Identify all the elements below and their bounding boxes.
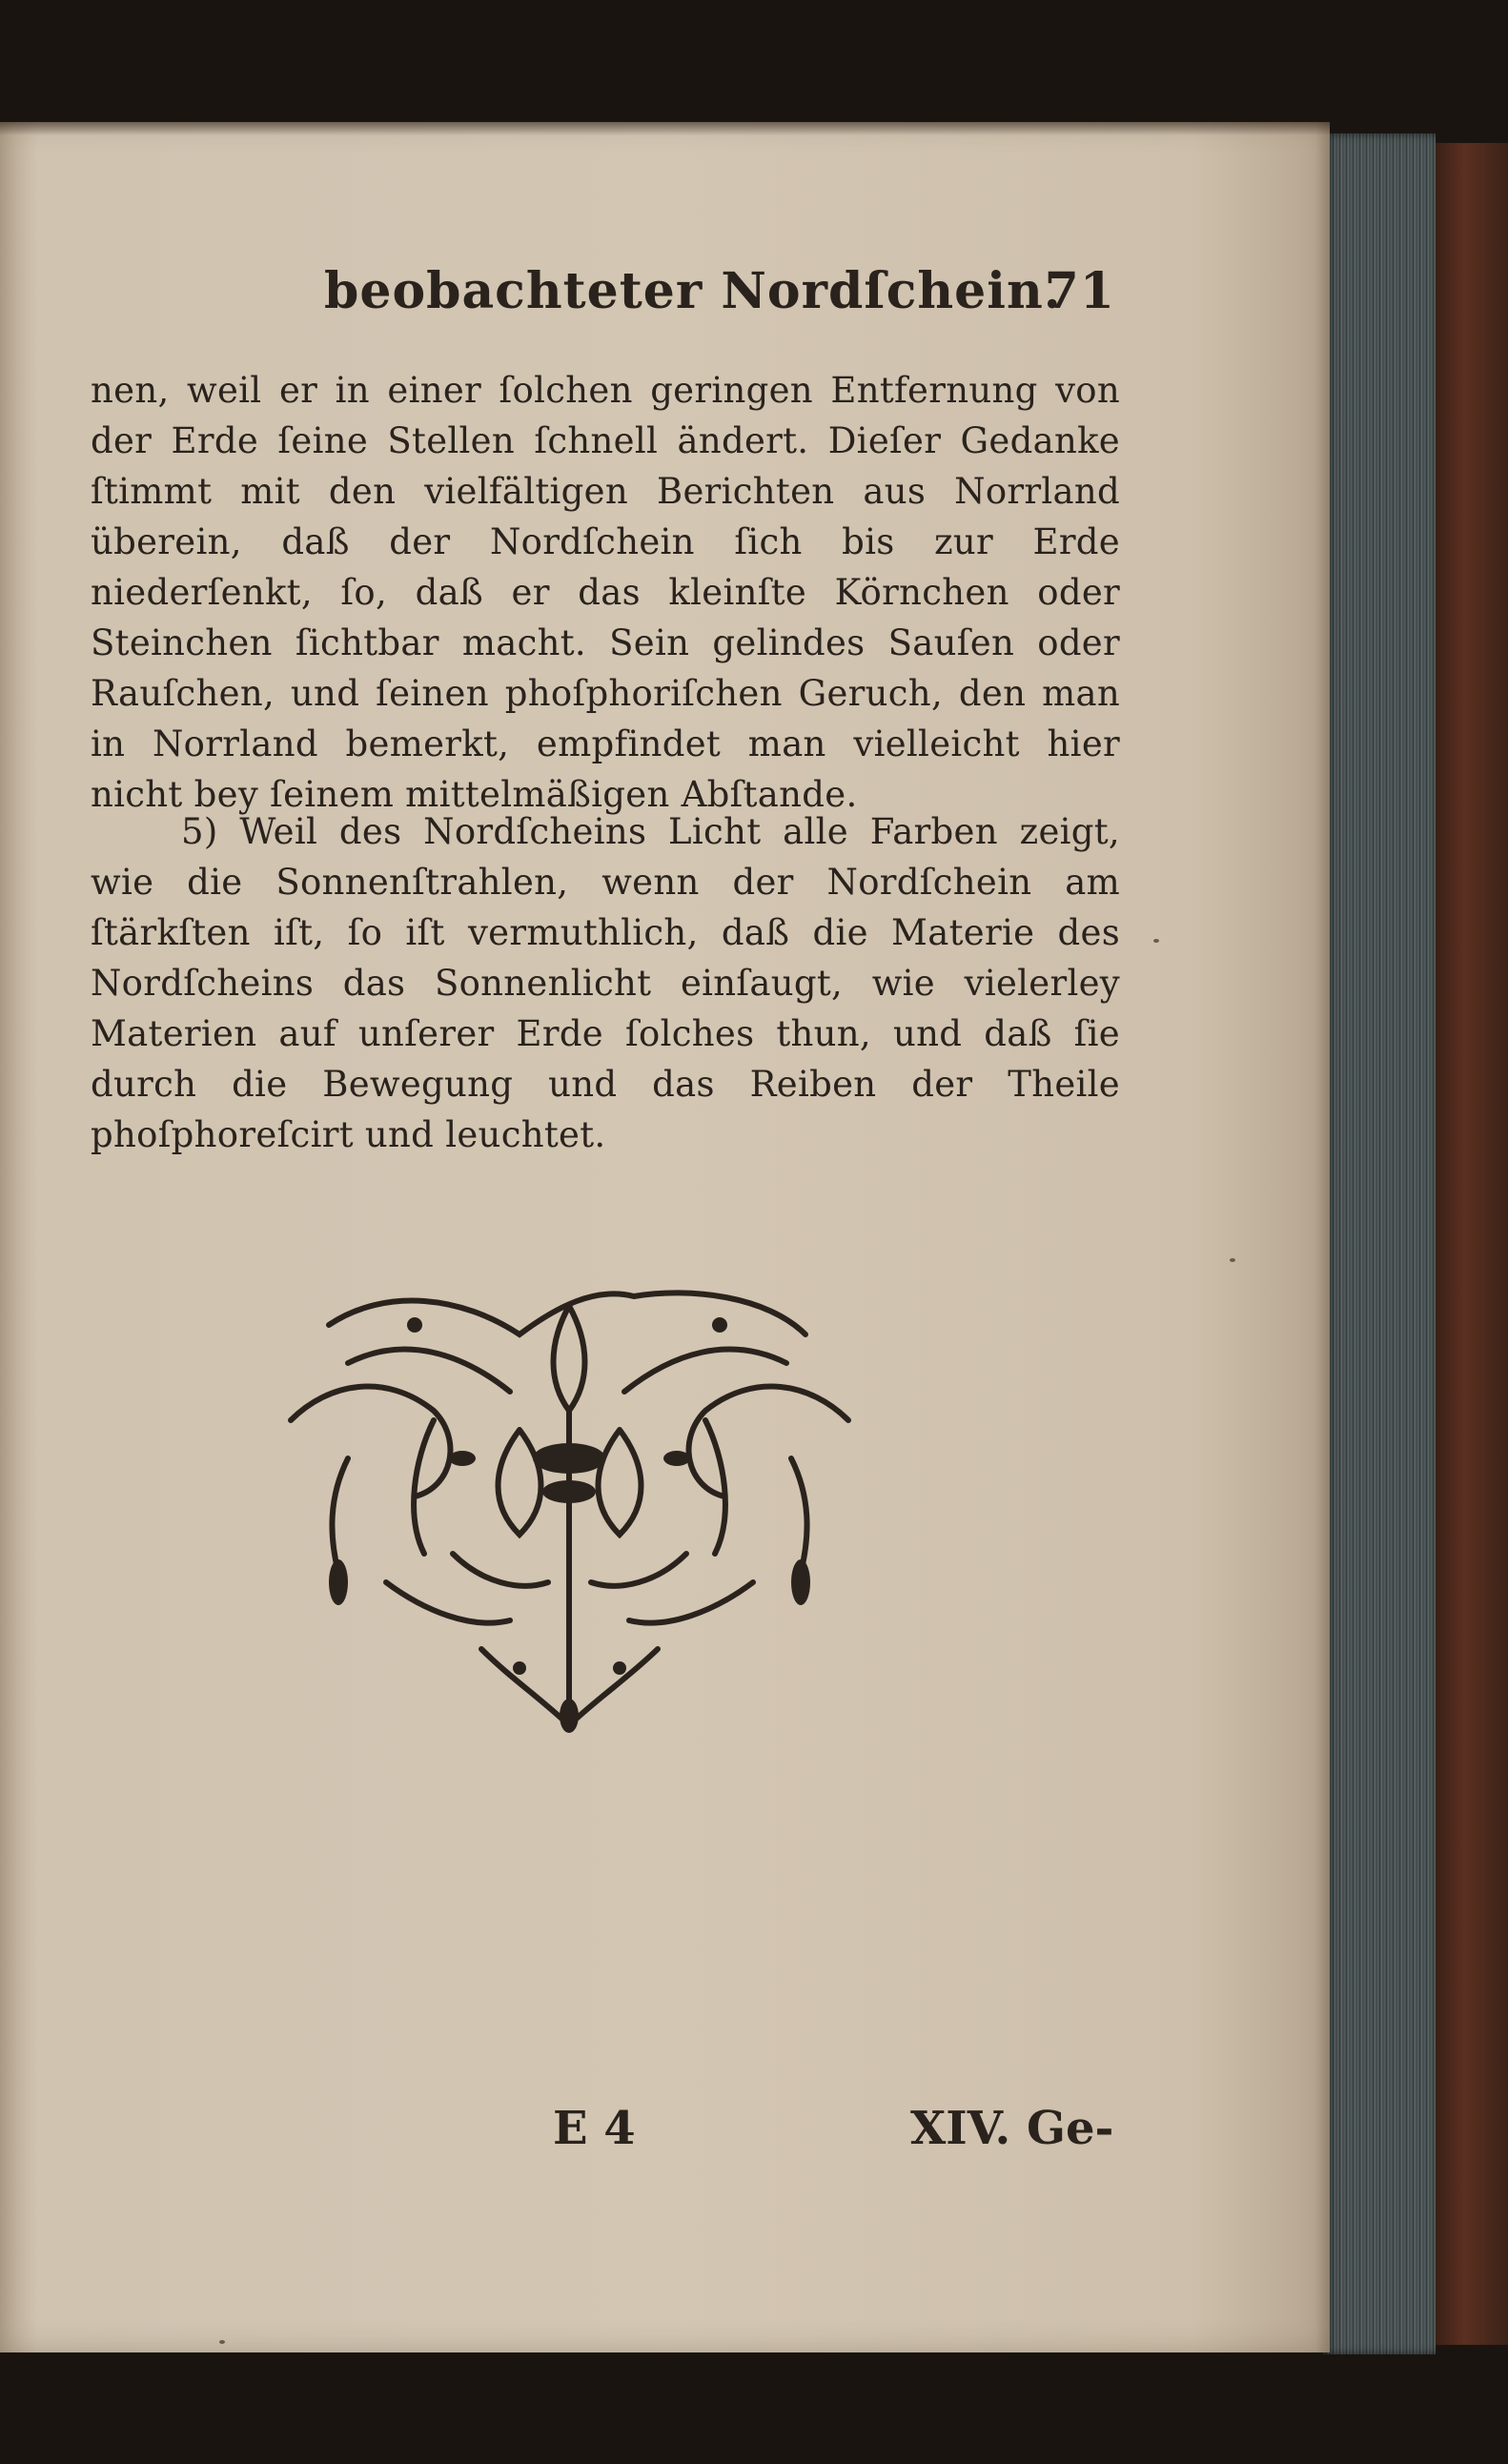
page-edges [1323,133,1436,2354]
book-cover-edge [1436,143,1508,2345]
page-number: 71 [1044,262,1115,320]
signature-mark: E 4 [553,2102,636,2155]
paper-speck [219,2340,225,2344]
paragraph-2: 5) Weil des Nordſcheins Licht alle Farben zeigt, wie die Sonnenſtrahlen, wenn der Nordſchein am ſtärkſten iſt, ſo iſt vermuthlich, daß die Materie des Nordſcheins das Sonnenlicht einſaugt, wie vielerley Materien auf unſerer Erde ſolches thun, und daß ſie durch die Bewegung und das Reiben der Theile phoſphoreſcirt und leuchtet. [91,811,1120,1155]
running-title: beobachteter Nordſchein. [324,262,1062,320]
ornament-vignette [272,1268,867,1744]
paper-speck [1153,939,1159,943]
catchword: XIV. Ge- [910,2102,1114,2155]
paragraph-1: nen, weil er in einer ſolchen geringen Entfernung von der Erde ſeine Stellen ſchnell ändert. Dieſer Gedanke ſtimmt mit den vielfältigen Berichten aus Norrland überein, daß der Nordſchein ſich bis zur Erde niederſenkt, ſo, daß er das kleinſte Körnchen oder Steinchen ſichtbar macht. Sein gelindes Sauſen oder Rauſchen, und ſeinen phoſphoriſchen Geruch, den man in Norrland bemerkt, empfindet man vielleicht hier nicht bey ſeinem mittelmäßigen Abſtande. [91,370,1120,815]
page-shadow [0,122,1330,135]
paper-speck [1230,1258,1235,1262]
